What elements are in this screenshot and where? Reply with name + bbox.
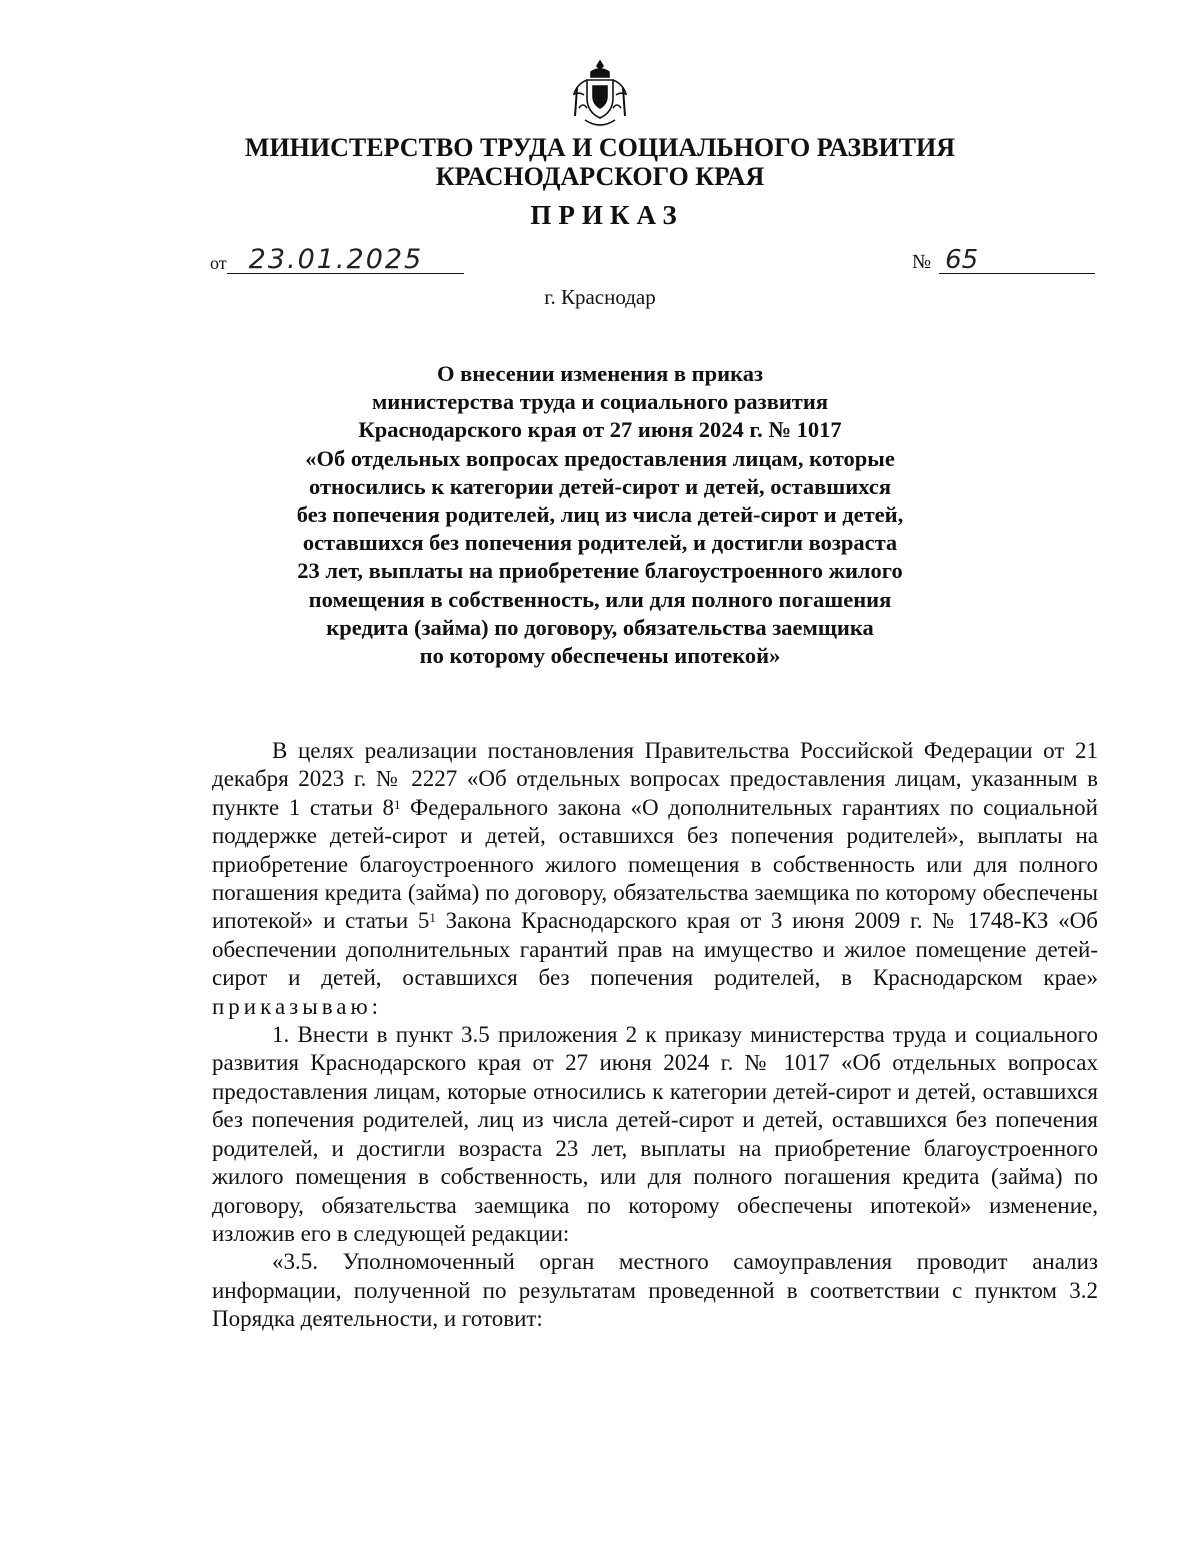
coat-of-arms-icon: [571, 58, 629, 130]
subject-line: 23 лет, выплаты на приобретение благоустроенного жилого: [297, 558, 903, 584]
subject-line: «Об отдельных вопросах предоставления лицам, которые: [305, 445, 895, 471]
subject-line: О внесении изменения в приказ: [436, 361, 764, 386]
city-name: г. Краснодар: [544, 285, 656, 309]
preamble-paragraph: [212, 737, 1098, 1021]
ministry-line-2: КРАСНОДАРСКОГО КРАЯ: [435, 162, 765, 191]
ministry-name: [0, 133, 1200, 191]
subject-line: без попечения родителей, лиц из числа детей-сирот и детей,: [296, 502, 904, 528]
document-type-title: ПРИКАЗ: [530, 200, 684, 230]
order-number: [912, 247, 1095, 274]
subject-line: оставшихся без попечения родителей, и достигли возраста: [302, 530, 898, 556]
subject-line: Краснодарского края от 27 июня 2024 г. № 1017: [358, 417, 842, 443]
superscript: 1: [429, 910, 436, 926]
date-value-handwritten: 23.01.2025: [227, 247, 464, 274]
paragraph-3-5: «3.5. Уполномоченный орган местного самоуправления проводит анализ информации, полученной по результатам проведенной в соответствии с пунктом 3.2 Порядка деятельности, и готовит:: [212, 1249, 1098, 1332]
order-date: [210, 244, 464, 275]
ministry-line-1: МИНИСТЕРСТВО ТРУДА И СОЦИАЛЬНОГО РАЗВИТИЯ: [244, 133, 956, 162]
paragraph-1: 1. Внести в пункт 3.5 приложения 2 к приказу министерства труда и социального развития Краснодарского края от 27 июня 2024 г. № 1017 «Об отдельных вопросах предоставления лицам, которые относились к категории детей-сирот и детей, оставшихся без попечения родителей, лиц из числа детей-сирот и детей, оставшихся без попечения родителей, и достигли возраста 23 лет, выплаты на приобретение благоустроенного жилого помещения в собственность, или для полного погашения кредита (займа) по договору, обязательства заемщика по которому обеспечены ипотекой» изменение, изложив его в следующей редакции:: [212, 1022, 1098, 1246]
subject-line: помещения в собственность, или для полного погашения: [308, 586, 892, 612]
subject-line: относились к категории детей-сирот и детей, оставшихся: [308, 473, 891, 499]
order-word: приказываю:: [212, 993, 383, 1019]
subject-line: кредита (займа) по договору, обязательства заемщика: [326, 614, 874, 640]
number-value-handwritten: 65: [939, 247, 1095, 274]
superscript: 1: [393, 796, 401, 812]
number-prefix: №: [912, 251, 932, 273]
subject-line: по которому обеспечены ипотекой»: [419, 643, 781, 669]
preamble-text-c: Закона Краснодарского края от 3 июня 2009 г. № 1748-КЗ «Об обеспечении дополнительных гарантий прав на имущество и жилое помещение детей-сирот и детей, оставшихся без попечения родителей, в Краснодарском крае»: [212, 908, 1098, 991]
order-subject: [0, 360, 1200, 670]
preamble-text-a: В целях реализации постановления Правительства Российской Федерации от 21 декабря 2023 г. № 2227 «Об отдельных вопросах предоставления лицам, указанным в пункте 1 статьи 8: [212, 738, 1098, 820]
preamble-text-b: Федерального закона «О дополнительных гарантиях по социальной поддержке детей-сирот и детей, оставшихся без попечения родителей», выплаты на приобретение благоустроенного жилого помещения в собственность или для полного погашения кредита (займа) по договору, обязательства заемщика по которому обеспечены ипотекой» и статьи 5: [212, 794, 1098, 934]
subject-line: министерства труда и социального развития: [371, 389, 829, 415]
document-body: [212, 737, 1098, 1334]
date-prefix: от: [210, 253, 227, 273]
